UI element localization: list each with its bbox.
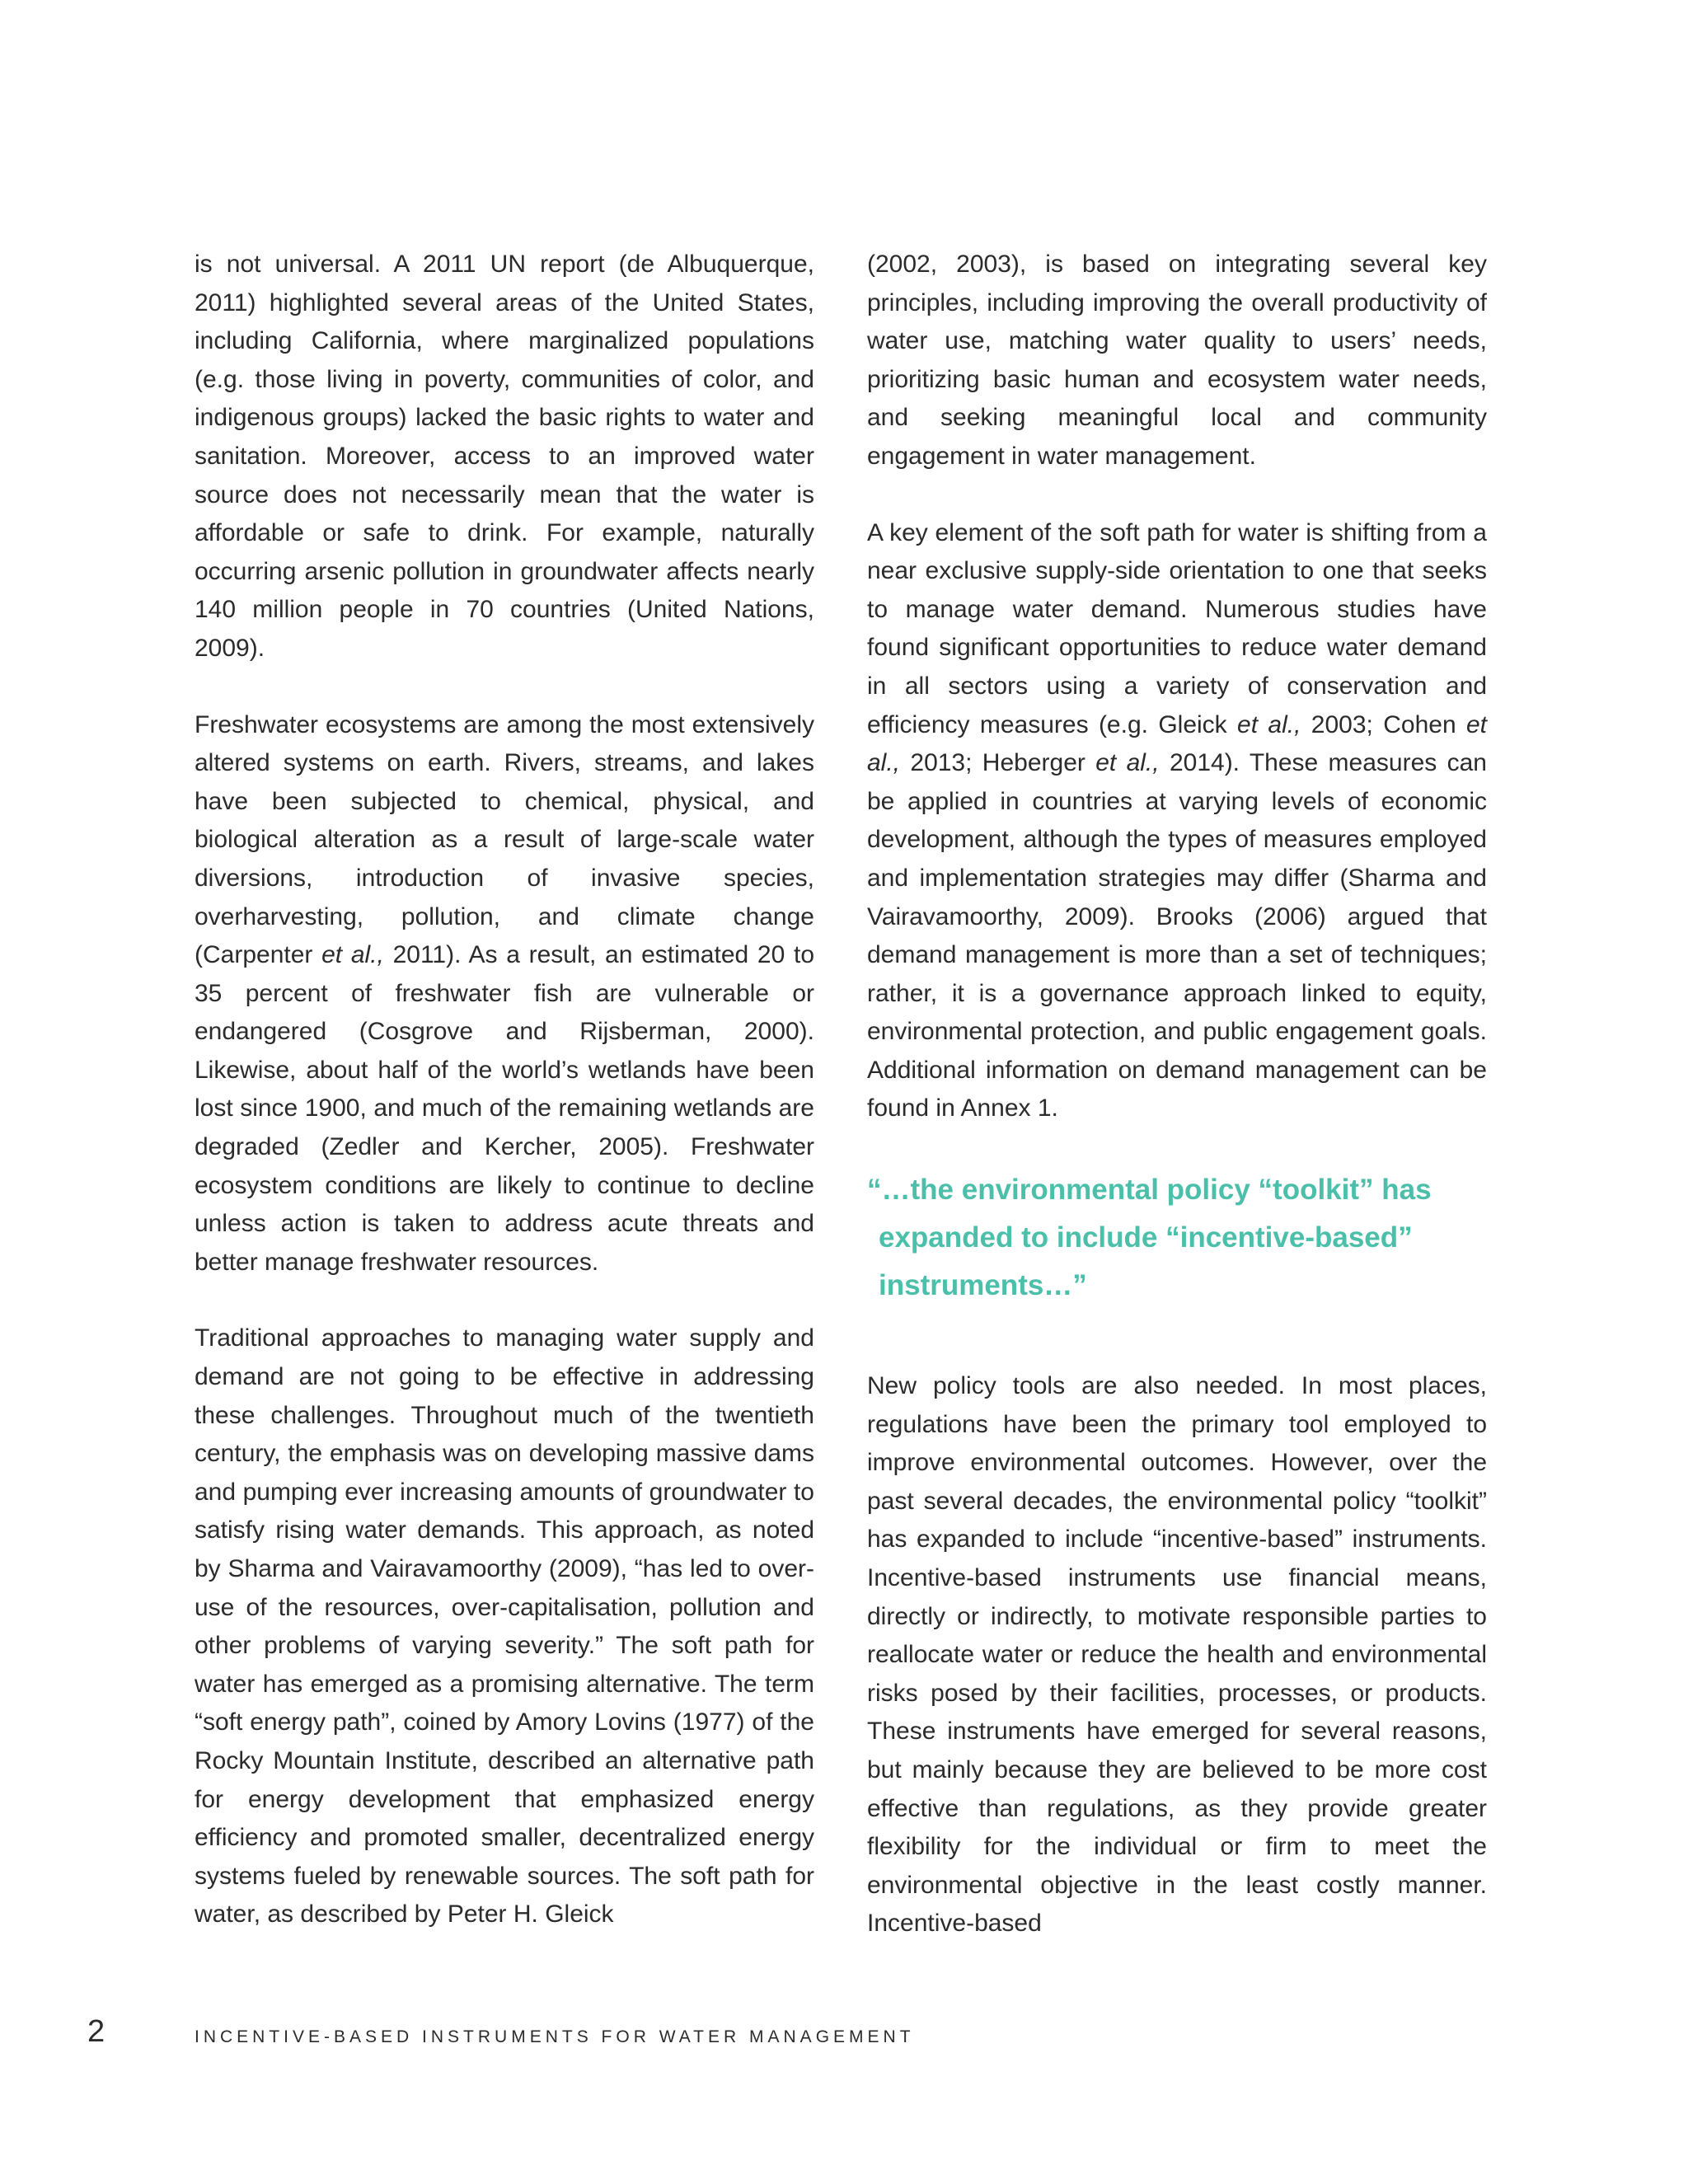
pull-quote-line: instruments…” [879, 1269, 1087, 1302]
pull-quote-line: expanded to include “incentive-based” [879, 1221, 1413, 1254]
text-span: 2003; Cohen [1301, 710, 1466, 738]
text-span: 2013; Heberger [900, 749, 1096, 777]
body-paragraph: New policy tools are also needed. In most places, regulations have been the primary tool employed to improve environmental outcomes. However, over the past several decades, the environmental policy “toolkit” has expanded to include “incentive-based” instruments. Incentive-based instruments use financial means, directly or indirectly, to motivate responsible parties to reallocate water or reduce the health and environmental risks posed by their facilities, processes, or products. These instruments have emerged for several reasons, but mainly because they are believed to be more cost effective than regulations, as they provide greater flexibility for the individual or firm to meet the environmental objective in the least costly manner. Incentive-based [867, 1372, 1487, 1938]
body-paragraph: Traditional approaches to managing water supply and demand are not going to be effective in addressing these challenges. Throughout much of the twentieth century, the emphasis was on developing massive dams and pumping ever increasing amounts of groundwater to satisfy rising water demands. This approach, as noted by Sharma and Vairavamoorthy (2009), “has led to over-use of the resources, over-capitalisation, pollution and other problems of varying severity.” The soft path for water has emerged as a promising alternative. The term “soft energy path”, coined by Amory Lovins (1977) of the Rocky Mountain Institute, described an alternative path for energy development that emphasized energy efficiency and promoted smaller, decentralized energy systems fueled by renewable sources. The soft path for water, as described by Peter H. Gleick [195, 1324, 814, 1929]
text-span: A key element of the soft path for water is shifting from a near exclusive supply-side orientation to one that seeks to manage water demand. Numerous studies have found significant opportunities to reduce water demand in all sectors using a variety of conservation and efficiency measures (e.g. Gleick [867, 518, 1487, 738]
body-paragraph: is not universal. A 2011 UN report (de Albuquerque, 2011) highlighted several areas of the United States, including California, where marginalized populations (e.g. those living in poverty, communities of color, and indigenous groups) lacked the basic rights to water and sanitation. Moreover, access to an improved water source does not necessarily mean that the water is affordable or safe to drink. For example, naturally occurring arsenic pollution in groundwater affects nearly 140 million people in 70 countries (United Nations, 2009). [195, 251, 814, 662]
left-column [195, 246, 814, 1934]
body-paragraph: (2002, 2003), is based on integrating several key principles, including improving the overall productivity of water use, matching water quality to users’ needs, prioritizing basic human and ecosystem water needs, and seeking meaningful local and community engagement in water management. [867, 251, 1487, 470]
text-span: Freshwater ecosystems are among the most extensively altered systems on earth. Rivers, streams, and lakes have been subjected to chemical, physical, and biological alteration as a result of large-scale water diversions, introduction of invasive species, overharvesting, pollution, and climate change (Carpenter [195, 710, 814, 969]
running-footer-title: INCENTIVE-BASED INSTRUMENTS FOR WATER MANAGEMENT [195, 2027, 915, 2046]
text-span: 2011). As a result, an estimated 20 to 35 percent of freshwater fish are vulnerable or endangered (Cosgrove and Rijsberman, 2000). Likewise, about half of the world’s wetlands have been lost since 1900, and much of the remaining wetlands are degraded (Zedler and Kercher, 2005). Freshwater ecosystem conditions are likely to continue to decline unless action is taken to address acute threats and better manage freshwater resources. [195, 941, 815, 1276]
page-number: 2 [87, 2014, 106, 2049]
pull-quote [867, 1166, 1487, 1310]
citation-etal: et al., [867, 710, 1488, 777]
pull-quote-line: “…the environmental policy “toolkit” has [867, 1174, 1432, 1207]
body-paragraph [195, 706, 814, 1282]
citation-etal: et al., [1095, 749, 1160, 777]
citation-etal: et al., [1237, 710, 1301, 738]
right-column [867, 246, 1487, 1943]
citation-etal: et al., [321, 941, 384, 969]
body-paragraph [867, 514, 1487, 1129]
text-span: 2014). These measures can be applied in countries at varying levels of economic development, although the types of measures employed and implementation strategies may differ (Sharma and Vairavamoorthy, 2009). Brooks (2006) argued that demand management is more than a set of techniques; rather, it is a governance approach linked to equity, environmental protection, and public engagement goals. Additional information on demand management can be found in Annex 1. [867, 749, 1487, 1122]
